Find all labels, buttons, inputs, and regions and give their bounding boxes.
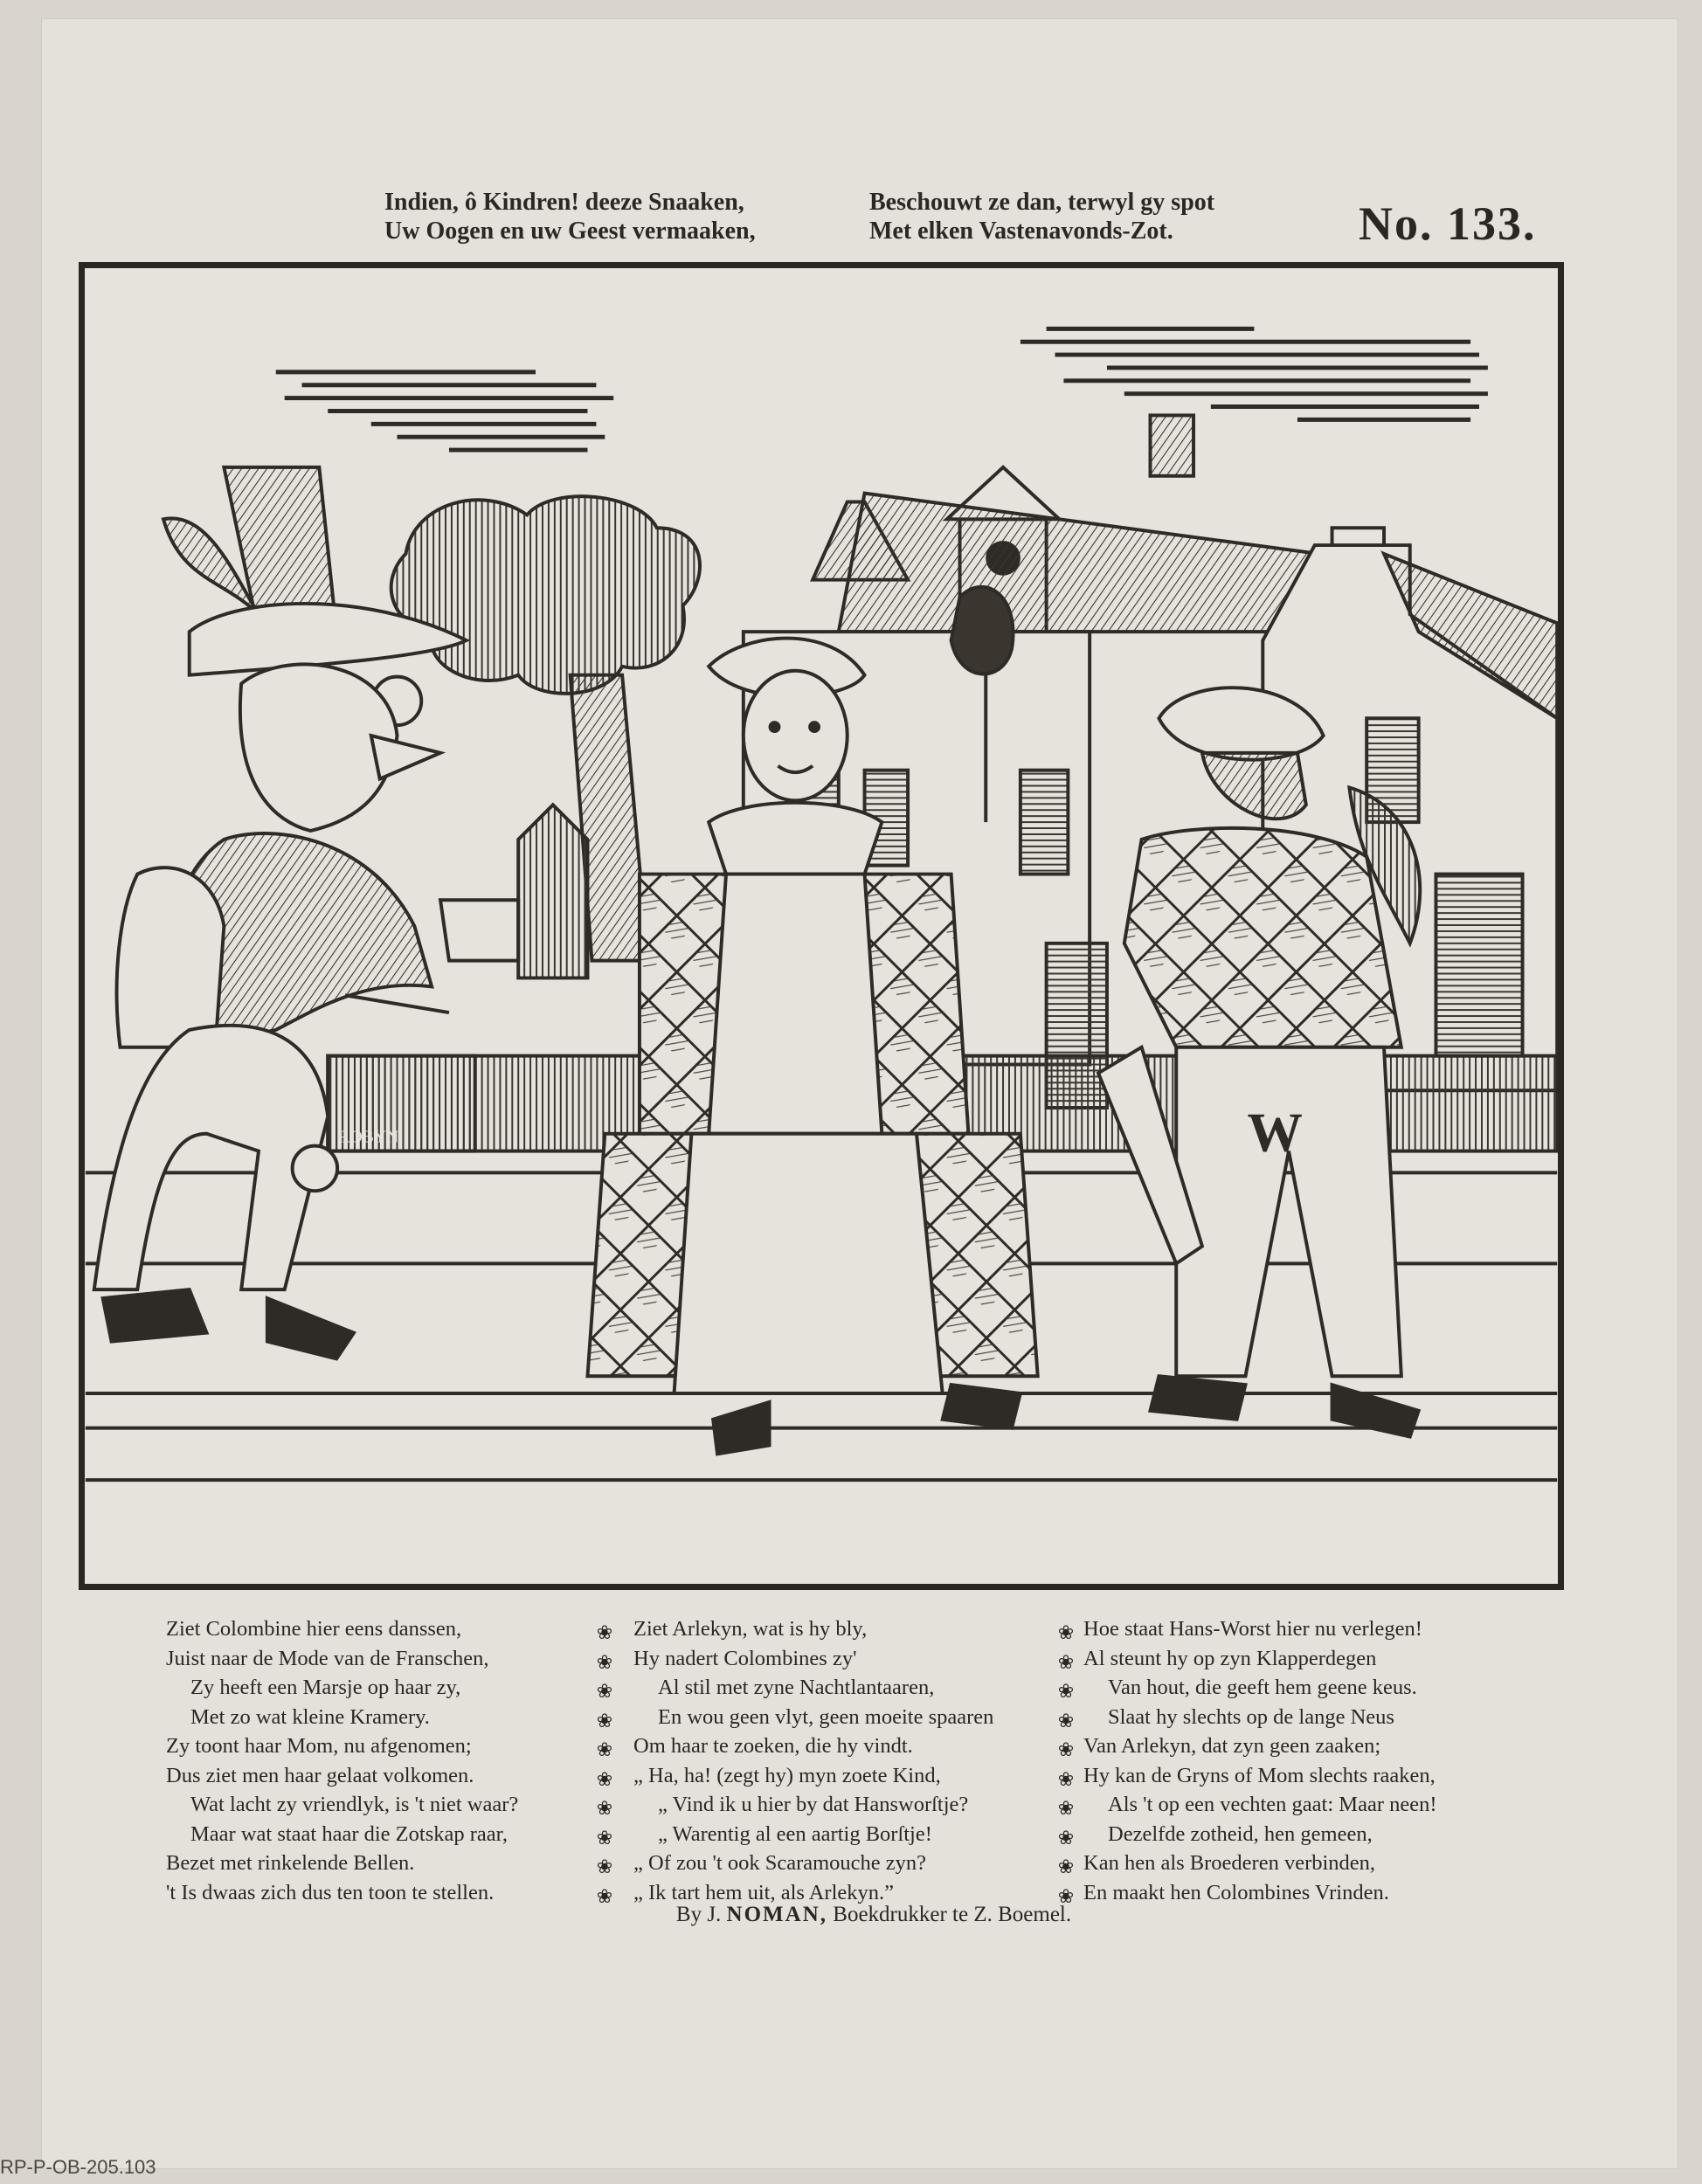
imprint-suffix: Boekdrukker te Z. Boemel. <box>833 1903 1072 1926</box>
verse-line: Ziet Colombine hier eens danssen, <box>166 1617 462 1641</box>
header-verse-line: Uw Oogen en uw Geest vermaaken, <box>384 218 756 245</box>
verse-line: Dezelfde zotheid, hen gemeen, <box>1108 1821 1373 1846</box>
verse-line: Slaat hy slechts op de lange Neus <box>1108 1704 1394 1729</box>
printer-imprint <box>612 1903 1136 1927</box>
verse-line: Met zo wat kleine Kramery. <box>190 1704 430 1729</box>
verse-column-arlekyn <box>633 1614 1088 1907</box>
ornament-flower-icon: ❀ <box>596 1709 613 1731</box>
verse-line: „ Ik tart hem uit, als Arlekyn.” <box>633 1880 894 1904</box>
ornament-flower-icon: ❀ <box>596 1650 613 1673</box>
figure-hanswurst <box>1098 688 1420 1436</box>
costume-letter: W <box>1247 1101 1303 1164</box>
verse-line: Wat lacht zy vriendlyk, is 't niet waar? <box>190 1793 519 1816</box>
ornament-flower-icon: ❀ <box>1057 1856 1075 1877</box>
ornament-flower-icon: ❀ <box>596 1856 613 1877</box>
ornament-flower-icon: ❀ <box>596 1767 613 1790</box>
header-verse-line: Met elken Vastenavonds-Zot. <box>869 218 1173 245</box>
verse-line: Bezet met rinkelende Bellen. <box>166 1851 415 1875</box>
verse-line: En maakt hen Colombines Vrinden. <box>1083 1880 1389 1904</box>
ornament-flower-icon: ❀ <box>1057 1709 1075 1731</box>
verse-line: Zy heeft een Marsje op haar zy, <box>190 1676 461 1699</box>
ornament-flower-icon: ❀ <box>1057 1767 1075 1790</box>
clouds <box>276 328 1488 450</box>
ornament-flower-icon: ❀ <box>596 1884 613 1907</box>
verse-line: „ Vind ik u hier by dat Hansworſtje? <box>658 1793 969 1816</box>
ornament-flower-icon: ❀ <box>1057 1621 1075 1643</box>
imprint-printer-name: NOMAN, <box>726 1903 828 1926</box>
ornament-flower-icon: ❀ <box>596 1738 613 1760</box>
header-verse-right <box>869 188 1280 245</box>
plate-number: No. 133. <box>1359 197 1537 250</box>
header-verse-line: Beschouwt ze dan, terwyl gy spot <box>869 189 1215 216</box>
woodcut-svg <box>85 268 1558 1584</box>
verse-line: Van Arlekyn, dat zyn geen zaaken; <box>1083 1734 1381 1758</box>
verse-line: Hoe staat Hans-Worst hier nu verlegen! <box>1083 1617 1422 1641</box>
ornament-flower-icon: ❀ <box>1057 1650 1075 1673</box>
ornament-flower-icon: ❀ <box>1057 1797 1075 1819</box>
verse-line: Hy kan de Gryns of Mom slechts raaken, <box>1083 1763 1436 1787</box>
ornament-flower-icon: ❀ <box>1057 1738 1075 1760</box>
header-verse-line: Indien, ô Kindren! deeze Snaaken, <box>384 189 744 216</box>
verse-line: Al steunt hy op zyn Klapperdegen <box>1083 1646 1377 1670</box>
verse-line: 't Is dwaas zich dus ten toon te stellen. <box>166 1880 495 1904</box>
verse-line: „ Warentig al een aartig Borſtje! <box>658 1821 932 1846</box>
verse-line: Hy nadert Colombines zy' <box>633 1646 857 1670</box>
inventory-number: RP-P-OB-205.103 <box>0 2156 156 2178</box>
ornament-flower-icon: ❀ <box>1057 1884 1075 1907</box>
verse-column-hanswurst <box>1083 1614 1573 1907</box>
verse-line: „ Ha, ha! (zegt hy) myn zoete Kind, <box>633 1763 941 1787</box>
verse-line: Van hout, die geeft hem geene keus. <box>1108 1676 1417 1699</box>
ornament-flower-icon: ❀ <box>1057 1680 1075 1702</box>
imprint-prefix: By J. <box>675 1903 722 1926</box>
verse-line: Juist naar de Mode van de Franschen, <box>166 1646 489 1670</box>
verse-line: Als 't op een vechten gaat: Maar neen! <box>1108 1793 1437 1816</box>
ornament-flower-icon: ❀ <box>596 1680 613 1702</box>
verse-line: Ziet Arlekyn, wat is hy bly, <box>633 1617 868 1641</box>
verse-line: Maar wat staat haar die Zotskap raar, <box>190 1821 508 1846</box>
verse-line: „ Of zou 't ook Scaramouche zyn? <box>633 1851 927 1875</box>
ornament-flower-icon: ❀ <box>596 1826 613 1849</box>
ornament-flower-icon: ❀ <box>596 1797 613 1819</box>
verse-line: En wou geen vlyt, geen moeite spaaren <box>658 1704 994 1729</box>
ornament-flower-icon: ❀ <box>596 1621 613 1643</box>
verse-line: Kan hen als Broederen verbinden, <box>1083 1851 1376 1875</box>
verse-column-colombine <box>166 1614 638 1907</box>
ornament-flower-icon: ❀ <box>1057 1826 1075 1849</box>
header-verse <box>384 188 1276 258</box>
woodcut-illustration <box>79 262 1564 1590</box>
verse-line: Om haar te zoeken, die hy vindt. <box>633 1734 913 1758</box>
verse-line: Dus ziet men haar gelaat volkomen. <box>166 1763 474 1787</box>
woodcut-signature: ROBYN <box>338 1127 399 1147</box>
verse-line: Al stil met zyne Nachtlantaaren, <box>658 1676 935 1699</box>
verse-line: Zy toont haar Mom, nu afgenomen; <box>166 1734 472 1758</box>
header-verse-left <box>384 188 795 245</box>
